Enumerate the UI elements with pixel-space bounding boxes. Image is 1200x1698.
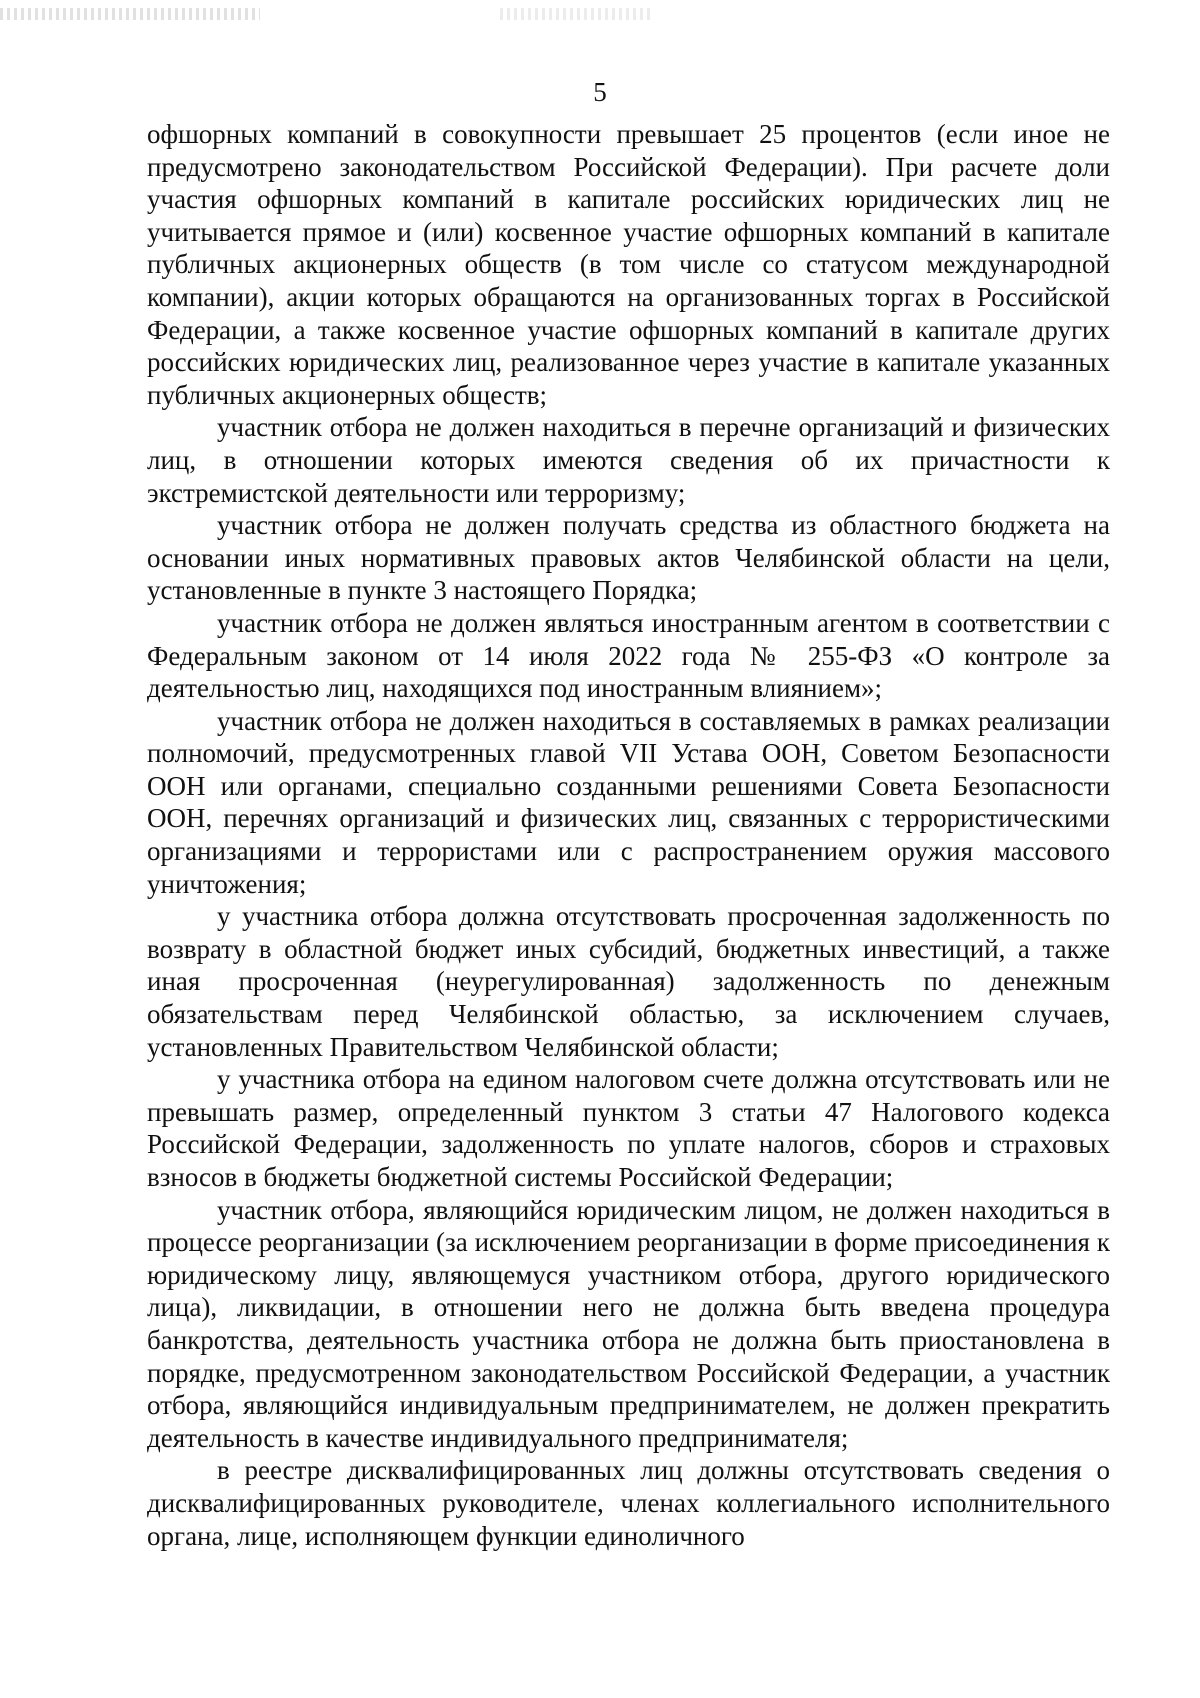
paragraph-offshore-participation: офшорных компаний в совокупности превышает 25 процентов (если иное не предусмотрено законодательством Российской Федерации). При расчете доли участия офшорных компаний в капитале российских юридических лиц не учитывается прямое и (или) косвенное участие офшорных компаний в капитале публичных акционерных обществ (в том числе со статусом международной компании), акции которых обращаются на организованных торгах в Российской Федерации, а также косвенное участие офшорных компаний в капитале других российских юридических лиц, реализованное через участие в капитале указанных публичных акционерных обществ; <box>147 119 1110 410</box>
paragraph-foreign-agent: участник отбора не должен являться иностранным агентом в соответствии с Федеральным законом от 14 июля 2022 года № 255-ФЗ «О контроле за деятельностью лиц, находящихся под иностранным влиянием»; <box>147 607 1110 704</box>
paragraph-overdue-debt: у участника отбора должна отсутствовать просроченная задолженность по возврату в областной бюджет иных субсидий, бюджетных инвестиций, а также иная просроченная (неурегулированная) задолженность по денежным обязательствам перед Челябинской областью, за исключением случаев, установленных Правительством Челябинской области; <box>147 901 1110 1062</box>
scan-artifact-center <box>500 8 650 20</box>
document-body <box>147 118 1110 1552</box>
paragraph-tax-debt: у участника отбора на едином налоговом счете должна отсутствовать или не превышать размер, определенный пунктом 3 статьи 47 Налогового кодекса Российской Федерации, задолженность по уплате налогов, сборов и страховых взносов в бюджеты бюджетной системы Российской Федерации; <box>147 1064 1110 1192</box>
scan-artifact-left <box>0 8 260 20</box>
paragraph-extremism-list: участник отбора не должен находиться в перечне организаций и физических лиц, в отношении которых имеются сведения об их причастности к экстремистской деятельности или терроризму; <box>147 412 1110 508</box>
paragraph-disqualified-persons: в реестре дисквалифицированных лиц должны отсутствовать сведения о дисквалифицированных руководителе, членах коллегиального исполнительного органа, лице, исполняющем функции единоличного <box>147 1455 1110 1551</box>
paragraph-regional-budget-funds: участник отбора не должен получать средства из областного бюджета на основании иных нормативных правовых актов Челябинской области на цели, установленные в пункте 3 настоящего Порядка; <box>147 510 1110 606</box>
paragraph-un-security-council-lists: участник отбора не должен находиться в составляемых в рамках реализации полномочий, предусмотренных главой VII Устава ООН, Советом Безопасности ООН или органами, специально созданными решениями Совета Безопасности ООН, перечнях организаций и физических лиц, связанных с террористическими организациями и террористами или с распространением оружия массового уничтожения; <box>147 705 1110 899</box>
paragraph-reorganization-liquidation: участник отбора, являющийся юридическим лицом, не должен находиться в процессе реорганизации (за исключением реорганизации в форме присоединения к юридическому лицу, являющемуся участником отбора, другого юридического лица), ликвидации, в отношении него не должна быть введена процедура банкротства, деятельность участника отбора не должна быть приостановлена в порядке, предусмотренном законодательством Российской Федерации, а участник отбора, являющийся индивидуальным предпринимателем, не должен прекратить деятельность в качестве индивидуального предпринимателя; <box>147 1194 1110 1453</box>
page-number: 5 <box>593 77 607 107</box>
